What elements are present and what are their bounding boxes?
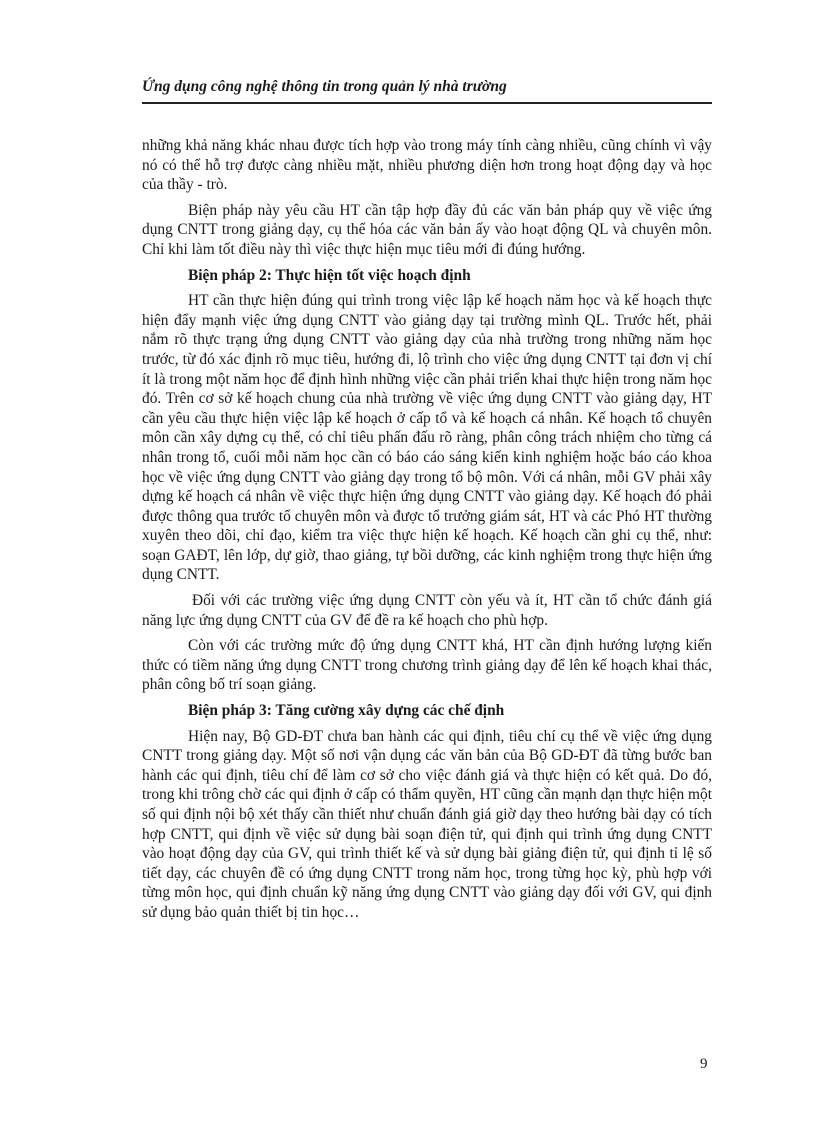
paragraph-continuation: những khả năng khác nhau được tích hợp vào trong máy tính càng nhiều, cũng chính vì vậy nó có thể hỗ trợ được càng nhiều mặt, nhiều phương diện hơn trong hoạt động dạy và học của thầy - trò. [142,137,712,194]
heading-measure-2: Biện pháp 2: Thực hiện tốt việc hoạch định [188,266,471,284]
paragraph-legal-documents: Biện pháp này yêu cầu HT cần tập hợp đầy đủ các văn bản pháp quy về việc ứng dụng CNTT trong giảng dạy, cụ thể hóa các văn bản ấy vào hoạt động QL và chuyên môn. Chỉ khi làm tốt điều này thì việc thực hiện mục tiêu mới đi đúng hướng. [142,201,712,258]
body-text [142,136,712,929]
paragraph-planning: HT cần thực hiện đúng qui trình trong việc lập kế hoạch năm học và kế hoạch thực hiện đẩy mạnh việc ứng dụng CNTT vào giảng dạy tại trường mình QL. Trước hết, phải nắm rõ thực trạng ứng dụng CNTT vào giảng dạy của nhà trường trong những năm học trước, từ đó xác định rõ mục tiêu, hướng đi, lộ trình cho việc ứng dụng CNTT tại đơn vị chí ít là trong một năm học để định hình những việc cần phải triển khai thực hiện trong năm học đó. Trên cơ sở kế hoạch chung của nhà trường về việc ứng dụng CNTT vào giảng dạy, HT cần yêu cầu thực hiện việc lập kế hoạch ở cấp tổ và kế hoạch cá nhân. Kế hoạch tổ chuyên môn cần xây dựng cụ thể, có chỉ tiêu phấn đấu rõ ràng, phân công trách nhiệm cho từng cá nhân trong tổ, cuối mỗi năm học cần có báo cáo sáng kiến kinh nghiệm hoặc báo cáo khoa học về việc ứng dụng CNTT vào giảng dạy trong tổ bộ môn. Với cá nhân, mỗi GV phải xây dựng kế hoạch cá nhân về việc thực hiện ứng dụng CNTT vào giảng dạy. Kế hoạch đó phải được thông qua trước tổ chuyên môn và được tổ trưởng giám sát, HT và các Phó HT thường xuyên theo dõi, chỉ đạo, kiểm tra việc thực hiện kế hoạch. Kế hoạch cần ghi cụ thể, như: soạn GAĐT, lên lớp, dự giờ, thao giảng, tự bồi dưỡng, các kinh nghiệm trong thực hiện ứng dụng CNTT. [142,292,712,584]
heading-measure-3: Biện pháp 3: Tăng cường xây dựng các chế định [188,702,505,720]
page-number: 9 [700,1056,708,1072]
paragraph-weak-schools: Đối với các trường việc ứng dụng CNTT còn yếu và ít, HT cần tổ chức đánh giá năng lực ứng dụng CNTT của GV để đề ra kế hoạch cho phù hợp. [142,592,712,629]
running-header: Ứng dụng công nghệ thông tin trong quản lý nhà trường [142,78,712,104]
paragraph-good-schools: Còn với các trường mức độ ứng dụng CNTT khá, HT cần định hướng lượng kiến thức có tiềm năng ứng dụng CNTT trong chương trình giảng dạy để lên kế hoạch khai thác, phân công bố trí soạn giảng. [142,637,712,694]
paragraph-regulations: Hiện nay, Bộ GD-ĐT chưa ban hành các qui định, tiêu chí cụ thể về việc ứng dụng CNTT trong giảng dạy. Một số nơi vận dụng các văn bản của Bộ GD-ĐT đã từng bước ban hành các qui định, tiêu chí để làm cơ sở cho việc đánh giá và thực hiện có kết quả. Do đó, trong khi trông chờ các qui định ở cấp có thẩm quyền, HT cũng cần mạnh dạn thực hiện một số qui định nội bộ xét thấy cần thiết như chuẩn đánh giá giờ dạy theo hướng bài dạy có tích hợp CNTT, qui định về việc sử dụng bài soạn điện tử, qui định qui trình ứng dụng CNTT vào hoạt động dạy của GV, qui trình thiết kế và sử dụng bài giảng điện tử, qui định tỉ lệ số tiết dạy, các chuyên đề có ứng dụng CNTT trong năm học, trong từng học kỳ, phù hợp với từng môn học, qui định chuẩn kỹ năng ứng dụng CNTT vào giảng dạy đối với GV, qui định sử dụng bảo quản thiết bị tin học… [142,727,712,921]
